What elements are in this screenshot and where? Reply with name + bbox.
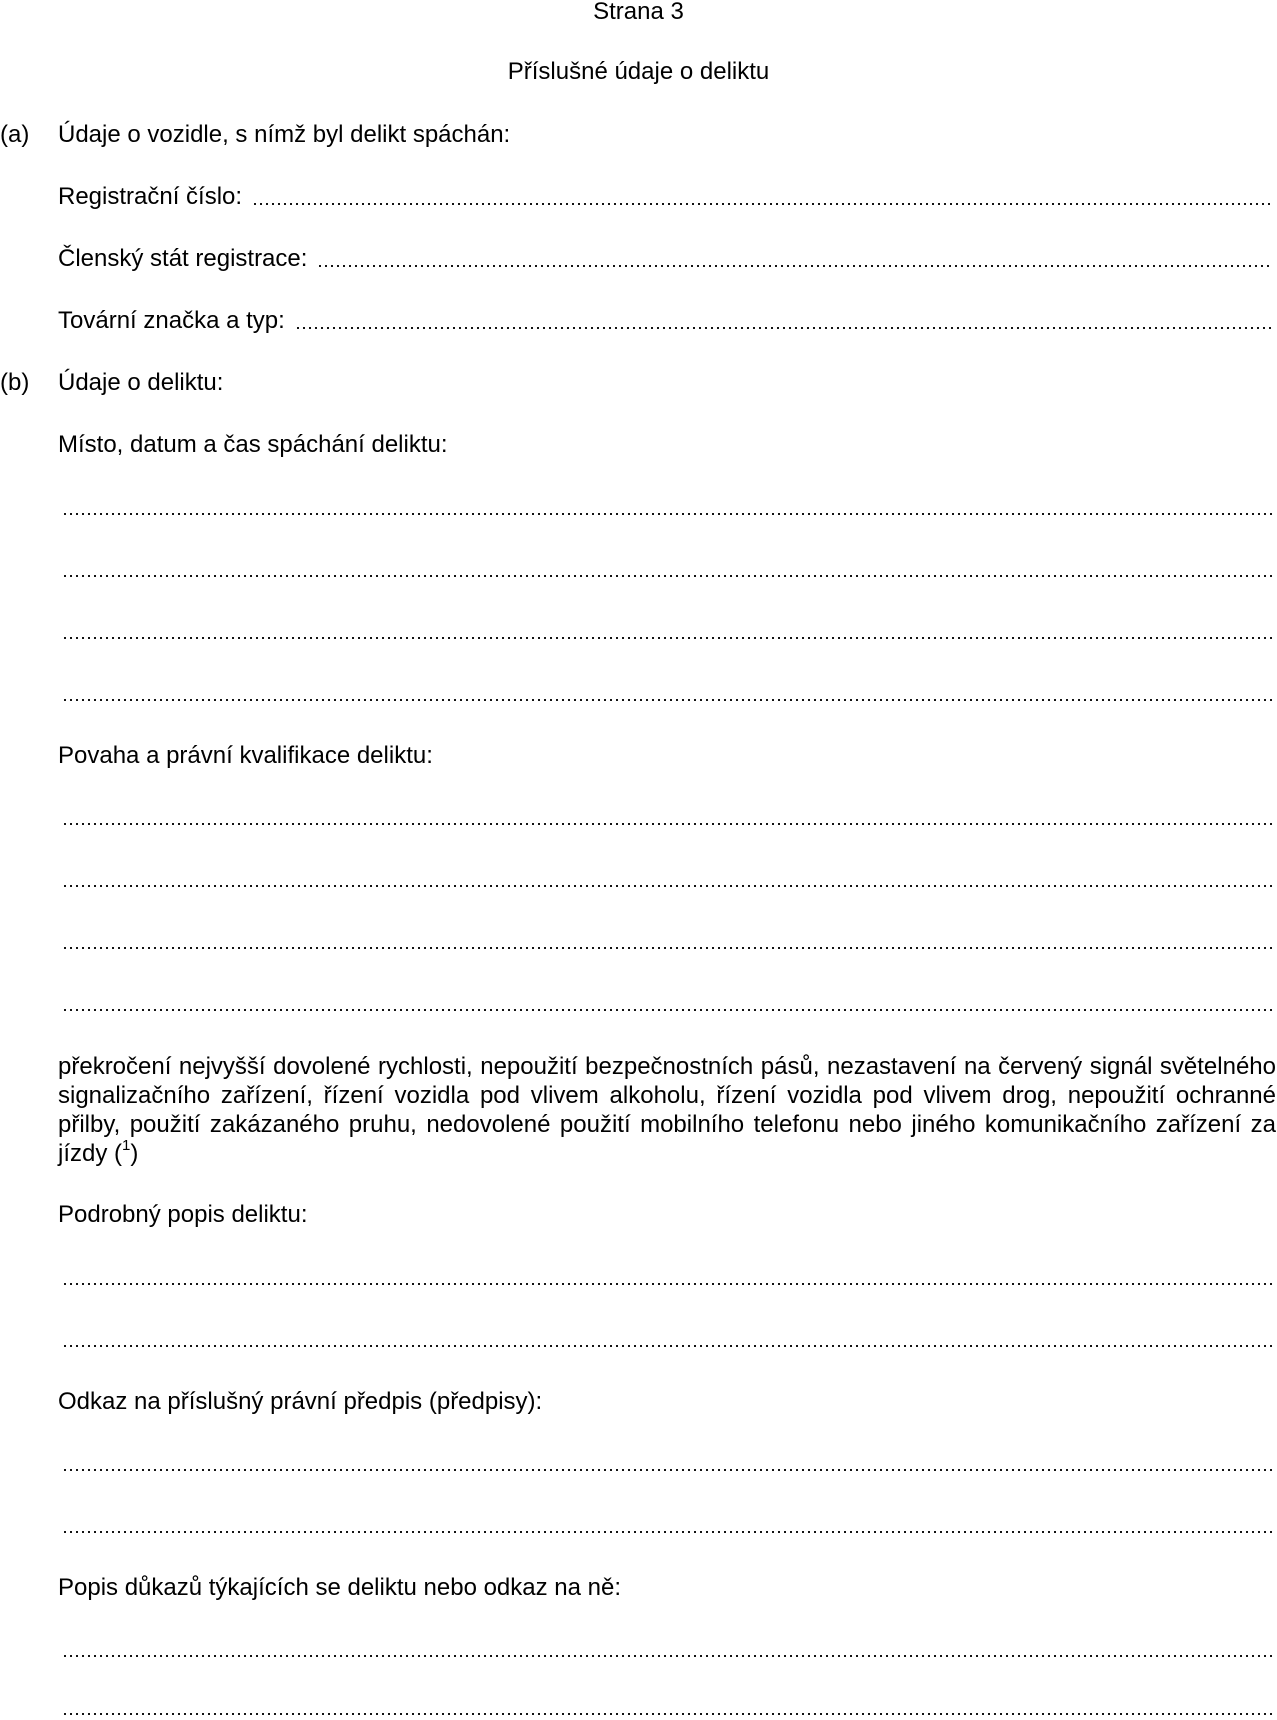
legal-reference-label: Odkaz na příslušný právní předpis (předpisy): [58, 1388, 543, 1415]
offence-types-close: ) [130, 1140, 139, 1167]
nature-classification-blank-4[interactable] [62, 1008, 1272, 1012]
registration-number-blank[interactable] [252, 202, 1272, 206]
member-state-field[interactable] [58, 245, 1272, 273]
nature-classification-blank-2[interactable] [62, 884, 1272, 888]
legal-reference-blank-2[interactable] [62, 1530, 1272, 1534]
legal-reference-blank-1[interactable] [62, 1468, 1272, 1472]
registration-number-label: Registrační číslo: [58, 183, 243, 210]
evidence-blank-2[interactable] [62, 1712, 1272, 1716]
section-a-marker: (a) [0, 121, 30, 148]
detailed-description-blank-2[interactable] [62, 1344, 1272, 1348]
page-title: Příslušné údaje o deliktu [507, 58, 770, 85]
place-date-time-blank-3[interactable] [62, 636, 1272, 640]
offence-types-text: překročení nejvyšší dovolené rychlosti, nepoužití bezpečnostních pásů, nezastavení na červený signál světelného signalizačního zařízení, řízení vozidla pod vlivem alkoholu, řízení vozidla pod vlivem drog, nepoužití ochranné přilby, použití zakázaného pruhu, nedovolené použití mobilního telefonu nebo jiného komunikačního zařízení za jízdy ( [58, 1053, 1276, 1167]
place-date-time-blank-1[interactable] [62, 512, 1272, 516]
detailed-description-label: Podrobný popis deliktu: [58, 1201, 308, 1228]
evidence-label: Popis důkazů týkajících se deliktu nebo odkaz na ně: [58, 1574, 622, 1601]
place-date-time-blank-4[interactable] [62, 698, 1272, 702]
section-a-heading: Údaje o vozidle, s nímž byl delikt spáchán: [58, 121, 511, 148]
member-state-label: Členský stát registrace: [58, 245, 308, 272]
footnote-reference: 1 [122, 1137, 131, 1154]
section-b-marker: (b) [0, 369, 30, 396]
make-model-field[interactable] [58, 307, 1272, 335]
nature-classification-blank-3[interactable] [62, 946, 1272, 950]
place-date-time-label: Místo, datum a čas spáchání deliktu: [58, 431, 448, 458]
offence-types-paragraph [58, 1052, 1276, 1168]
registration-number-field[interactable] [58, 183, 1272, 211]
make-model-blank[interactable] [295, 326, 1272, 330]
nature-classification-blank-1[interactable] [62, 822, 1272, 826]
detailed-description-blank-1[interactable] [62, 1282, 1272, 1286]
member-state-blank[interactable] [317, 264, 1272, 268]
make-model-label: Tovární značka a typ: [58, 307, 285, 334]
section-b-heading: Údaje o deliktu: [58, 369, 224, 396]
evidence-blank-1[interactable] [62, 1654, 1272, 1658]
place-date-time-blank-2[interactable] [62, 574, 1272, 578]
page-number: Strana 3 [593, 0, 684, 25]
nature-classification-label: Povaha a právní kvalifikace deliktu: [58, 742, 433, 769]
